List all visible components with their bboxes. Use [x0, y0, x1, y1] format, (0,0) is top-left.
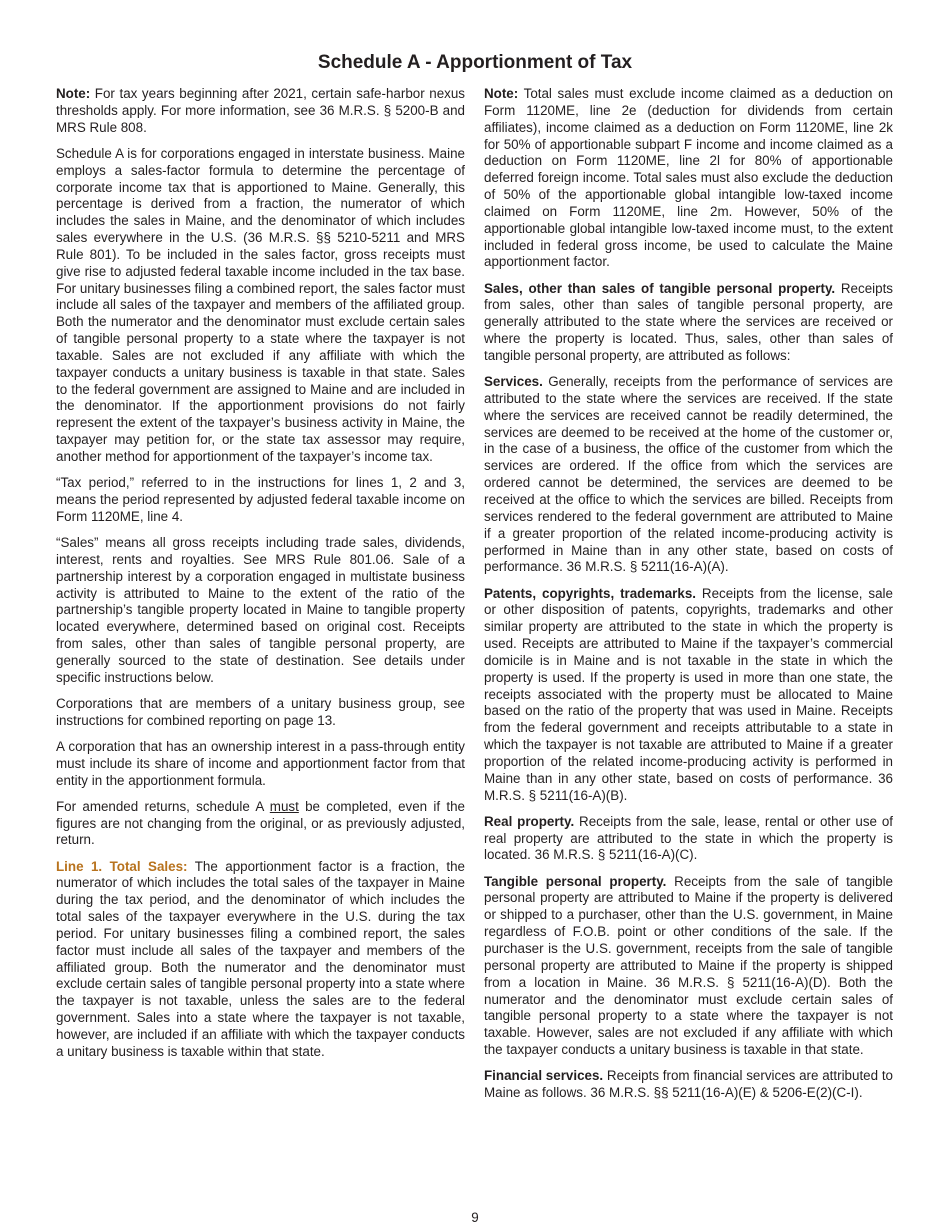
financial-services-paragraph	[484, 1068, 893, 1102]
note-paragraph	[56, 86, 465, 137]
page-title: Schedule A - Apportionment of Tax	[317, 52, 633, 73]
amended-must: must	[269, 798, 299, 814]
financial-services-heading: Financial services.	[484, 1068, 604, 1084]
intro-paragraph: Schedule A is for corporations engaged in interstate business. Maine employs a sales-factor formula to determine the percentage of corporate income tax that is apportioned to Maine. Generally, this percentage is derived from a fraction, the numerator of which includes the sales in Maine, and the denominator of which includes sales everywhere in the U.S. (36 M.R.S. §§ 5210-5211 and MRS Rule 801). To be included in the sales factor, gross receipts must give rise to adjusted federal taxable income included in the tax base. For unitary businesses filing a combined report, the sales factor must include all sales of the taxpayer and members of the affiliated group. Both the numerator and the denominator must exclude certain sales of tangible personal property to a state where the taxpayer is not taxable. Sales are not excluded if any affiliate with which the taxpayer conducts a unitary business is taxable in that state. Sales to the federal government are assigned to Maine and are included in the denominator. If the apportionment provisions do not fairly represent the extent of the taxpayer’s business activity in Maine, the taxpayer may petition for, or the state tax assessor may require, another method for apportionment of the taxpayer’s income tax.	[56, 145, 465, 465]
note-label: Note:	[484, 86, 519, 101]
real-property-text: Receipts from the sale, lease, rental or other use of real property are attributed to the state in which the property is located. 36 M.R.S. § 5211(16-A)(C).	[484, 813, 893, 863]
amended-text-1: For amended returns, schedule A	[56, 798, 270, 814]
line1-heading: Line 1. Total Sales:	[56, 858, 188, 874]
tangible-property-text: Receipts from the sale of tangible personal property are attributed to Maine if the property is delivered or shipped to a purchaser, other than the U.S. government, in Maine regardless of F.O.B. point or other conditions of the sale. If the purchaser is the U.S. government, receipts from the sale of tangible personal property are attributed to Maine if the property is shipped from a location in Maine. 36 M.R.S. § 5211(16-A)(D). Both the numerator and the denominator must exclude certain sales of tangible personal property to a state where the taxpayer is not taxable. However, sales are not excluded if any affiliate with which the taxpayer conducts a unitary business is taxable in that state.	[484, 873, 893, 1058]
page-number: 9	[471, 1210, 479, 1225]
note-label: Note:	[56, 86, 91, 101]
right-column	[484, 86, 893, 1111]
note-exclusions-paragraph	[484, 86, 893, 271]
services-text: Generally, receipts from the performance of services are attributed to the state where the services are received. If the state where the services are received cannot be readily determined, the services are deemed to be received at the home of the customer or, in the case of a business, the office of the customer from which the services are ordered. If the office from which the services are ordered cannot be determined, the services are deemed to be received at the office to which the services are billed. Receipts from services rendered to the federal government are attributed to Maine if a greater proportion of the related income-producing activity is performed in Maine than in any other state, based on costs of performance. 36 M.R.S. § 5211(16-A)(A).	[484, 374, 893, 575]
left-column	[56, 86, 465, 1070]
patents-text: Receipts from the license, sale or other disposition of patents, copyrights, trademarks and other similar property are attributed to the state in which the property is used. Receipts are attributed to Maine if the taxpayer’s commercial domicile is in Maine and is not taxable in the state in which the property is used. If the property is used in more than one state, the receipts associated with the property must be allocated to Maine based on the ratio of the property that was used in Maine. Receipts from the federal government and receipts attributable to a state in which the taxpayer is not taxable are attributed to Maine if a greater proportion of the related income-producing activity is performed in Maine than in any other state, based on costs of performance. 36 M.R.S. § 5211(16-A)(B).	[484, 585, 893, 803]
tangible-property-paragraph	[484, 874, 893, 1059]
sales-other-paragraph	[484, 281, 893, 365]
services-paragraph	[484, 374, 893, 576]
sales-other-heading: Sales, other than sales of tangible personal property.	[484, 280, 836, 296]
real-property-heading: Real property.	[484, 813, 575, 829]
real-property-paragraph	[484, 814, 893, 865]
line1-text: The apportionment factor is a fraction, the numerator of which includes the total sales of the taxpayer in Maine during the tax period, and the denominator of which includes the total sales of the taxpayer everywhere in the U.S. during the tax period. For unitary businesses filing a combined report, the sales factor must include all sales of the taxpayer and members of the affiliated group. Both the numerator and the denominator must exclude certain sales of tangible personal property into a state where the taxpayer is not taxable, unless the sales are to the federal government. Sales into a state where the taxpayer is not taxable, however, are included if an affiliate with which the taxpayer conducts a unitary business is taxable within that state.	[56, 858, 465, 1059]
note-text: For tax years beginning after 2021, certain safe-harbor nexus thresholds apply. For more information, see 36 M.R.S. § 5200-B and MRS Rule 808.	[56, 86, 465, 135]
services-heading: Services.	[484, 374, 543, 390]
pass-through-paragraph: A corporation that has an ownership interest in a pass-through entity must include its share of income and apportionment factor from that entity in the apportionment formula.	[56, 738, 465, 788]
financial-services-text: Receipts from financial services are attributed to Maine as follows. 36 M.R.S. §§ 5211(16-A)(E) & 5206-E(2)(C-I).	[484, 1068, 893, 1101]
note-text: Total sales must exclude income claimed as a deduction on Form 1120ME, line 2e (deduction for dividends from certain affiliates), income claimed as a deduction on Form 1120ME, line 2k for 50% of apportionable subpart F income and income claimed as a deduction on Form 1120ME, line 2l for 80% of apportionable deferred foreign income. Total sales must also exclude the deduction of 50% of the apportionable global intangible low-taxed income claimed on Form 1120ME, line 2m. However, 50% of the apportionable global intangible low-taxed income must, to the extent included in federal gross income, be used to calculate the Maine apportionment factor.	[484, 86, 893, 270]
amended-text-2: be completed, even if the figures are not changing from the original, or as previously adjusted, return.	[56, 798, 465, 848]
tax-period-paragraph: “Tax period,” referred to in the instructions for lines 1, 2 and 3, means the period represented by adjusted federal taxable income on Form 1120ME, line 4.	[56, 475, 465, 524]
sales-definition-paragraph: “Sales” means all gross receipts including trade sales, dividends, interest, rents and royalties. See MRS Rule 801.06. Sale of a partnership interest by a corporation engaged in multistate business activity is attributed to Maine to the extent of the ratio of the partnership’s tangible property located in Maine to tangible property located everywhere, determined based on original cost. Receipts from sales, other than sales of tangible personal property, are generally sourced to the state of destination. See details under specific instructions below.	[56, 534, 465, 685]
patents-heading: Patents, copyrights, trademarks.	[484, 585, 696, 601]
amended-returns-paragraph	[56, 799, 465, 850]
tangible-property-heading: Tangible personal property.	[484, 873, 667, 889]
line1-paragraph	[56, 859, 465, 1061]
sales-other-text: Receipts from sales, other than sales of tangible personal property, are generally attributed to the state where the services are received or where the property is located. Thus, sales, other than sales of tangible personal property, are attributed as follows:	[484, 280, 893, 363]
unitary-group-paragraph: Corporations that are members of a unitary business group, see instructions for combined reporting on page 13.	[56, 695, 465, 728]
patents-paragraph	[484, 586, 893, 805]
